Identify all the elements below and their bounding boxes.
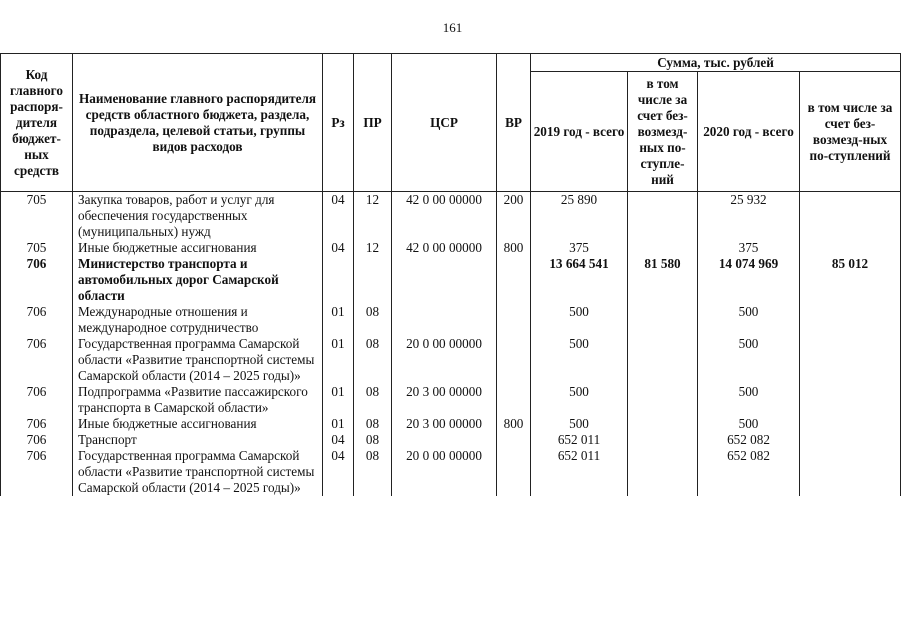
table-row: [1, 432, 901, 448]
table-body: [1, 192, 901, 497]
cell-pr: 08: [354, 448, 392, 496]
cell-name: Иные бюджетные ассигнования: [73, 240, 323, 256]
cell-2019-total: 25 890: [531, 192, 628, 241]
cell-pr: 08: [354, 416, 392, 432]
cell-2019-free: [628, 192, 698, 241]
cell-2020-free: [800, 416, 901, 432]
header-rz: Рз: [323, 54, 354, 192]
cell-vr: [497, 304, 531, 336]
cell-2019-total: 500: [531, 384, 628, 416]
cell-2019-total: 500: [531, 336, 628, 384]
cell-name: Министерство транспорта и автомобильных дорог Самарской области: [73, 256, 323, 304]
cell-rz: 04: [323, 432, 354, 448]
cell-csr: 42 0 00 00000: [392, 240, 497, 256]
cell-2020-free: [800, 336, 901, 384]
budget-table: [0, 53, 901, 496]
cell-code: 706: [1, 432, 73, 448]
cell-rz: 04: [323, 240, 354, 256]
cell-rz: 01: [323, 416, 354, 432]
header-csr: ЦСР: [392, 54, 497, 192]
cell-vr: [497, 336, 531, 384]
cell-pr: [354, 256, 392, 304]
header-2020-free: в том числе за счет без-возмезд-ных по-ступлений: [800, 72, 901, 192]
table-row: [1, 416, 901, 432]
cell-rz: [323, 256, 354, 304]
cell-vr: [497, 384, 531, 416]
cell-2020-free: [800, 304, 901, 336]
cell-csr: 42 0 00 00000: [392, 192, 497, 241]
cell-2020-free: [800, 240, 901, 256]
cell-code: 706: [1, 336, 73, 384]
table-row: [1, 384, 901, 416]
cell-code: 706: [1, 448, 73, 496]
cell-rz: 01: [323, 304, 354, 336]
table-row: [1, 256, 901, 304]
cell-2020-total: 652 082: [698, 432, 800, 448]
cell-rz: 04: [323, 192, 354, 241]
cell-2020-total: 500: [698, 304, 800, 336]
cell-pr: 08: [354, 384, 392, 416]
cell-csr: 20 3 00 00000: [392, 384, 497, 416]
table-row: [1, 448, 901, 496]
cell-2019-free: [628, 416, 698, 432]
cell-pr: 08: [354, 304, 392, 336]
cell-code: 705: [1, 240, 73, 256]
header-vr: ВР: [497, 54, 531, 192]
cell-2019-total: 500: [531, 304, 628, 336]
table-row: [1, 240, 901, 256]
cell-name: Закупка товаров, работ и услуг для обеспечения государственных (муниципальных) нужд: [73, 192, 323, 241]
cell-2020-total: 500: [698, 384, 800, 416]
cell-pr: 08: [354, 336, 392, 384]
cell-vr: [497, 256, 531, 304]
cell-2020-free: [800, 192, 901, 241]
cell-csr: [392, 304, 497, 336]
cell-csr: 20 0 00 00000: [392, 336, 497, 384]
cell-2020-free: [800, 432, 901, 448]
cell-2019-free: 81 580: [628, 256, 698, 304]
cell-code: 705: [1, 192, 73, 241]
cell-vr: [497, 448, 531, 496]
cell-name: Государственная программа Самарской области «Развитие транспортной системы Самарской области (2014 – 2025 годы)»: [73, 448, 323, 496]
cell-2019-free: [628, 432, 698, 448]
cell-code: 706: [1, 416, 73, 432]
cell-2019-free: [628, 240, 698, 256]
cell-2019-free: [628, 384, 698, 416]
cell-2019-free: [628, 304, 698, 336]
cell-2020-free: [800, 384, 901, 416]
header-code: Код главного распоря-дителя бюджет-ных средств: [1, 54, 73, 192]
cell-code: 706: [1, 256, 73, 304]
cell-rz: 01: [323, 384, 354, 416]
cell-pr: 08: [354, 432, 392, 448]
cell-vr: 800: [497, 416, 531, 432]
cell-pr: 12: [354, 192, 392, 241]
cell-2020-free: [800, 448, 901, 496]
cell-vr: [497, 432, 531, 448]
table-row: [1, 304, 901, 336]
header-pr: ПР: [354, 54, 392, 192]
table-row: [1, 192, 901, 241]
cell-rz: 04: [323, 448, 354, 496]
cell-name: Подпрограмма «Развитие пассажирского транспорта в Самарской области»: [73, 384, 323, 416]
cell-2020-total: 14 074 969: [698, 256, 800, 304]
cell-2020-total: 652 082: [698, 448, 800, 496]
cell-2019-free: [628, 448, 698, 496]
cell-2019-total: 13 664 541: [531, 256, 628, 304]
cell-2020-total: 500: [698, 416, 800, 432]
cell-name: Транспорт: [73, 432, 323, 448]
cell-csr: [392, 432, 497, 448]
cell-2019-total: 500: [531, 416, 628, 432]
cell-rz: 01: [323, 336, 354, 384]
cell-2019-free: [628, 336, 698, 384]
header-2019-free: в том числе за счет без-возмезд-ных по-ступле-ний: [628, 72, 698, 192]
cell-2019-total: 375: [531, 240, 628, 256]
cell-2019-total: 652 011: [531, 432, 628, 448]
header-sum: Сумма, тыс. рублей: [531, 54, 901, 72]
cell-pr: 12: [354, 240, 392, 256]
cell-csr: 20 0 00 00000: [392, 448, 497, 496]
cell-name: Государственная программа Самарской области «Развитие транспортной системы Самарской области (2014 – 2025 годы)»: [73, 336, 323, 384]
cell-2019-total: 652 011: [531, 448, 628, 496]
cell-2020-total: 375: [698, 240, 800, 256]
header-2020-total: 2020 год - всего: [698, 72, 800, 192]
cell-2020-total: 25 932: [698, 192, 800, 241]
cell-2020-free: 85 012: [800, 256, 901, 304]
cell-code: 706: [1, 384, 73, 416]
cell-vr: 800: [497, 240, 531, 256]
header-name: Наименование главного распорядителя средств областного бюджета, раздела, подраздела, целевой статьи, группы видов расходов: [73, 54, 323, 192]
cell-vr: 200: [497, 192, 531, 241]
cell-csr: 20 3 00 00000: [392, 416, 497, 432]
cell-name: Международные отношения и международное сотрудничество: [73, 304, 323, 336]
page-number: 161: [442, 20, 463, 35]
cell-csr: [392, 256, 497, 304]
cell-code: 706: [1, 304, 73, 336]
table-row: [1, 336, 901, 384]
header-2019-total: 2019 год - всего: [531, 72, 628, 192]
cell-2020-total: 500: [698, 336, 800, 384]
cell-name: Иные бюджетные ассигнования: [73, 416, 323, 432]
